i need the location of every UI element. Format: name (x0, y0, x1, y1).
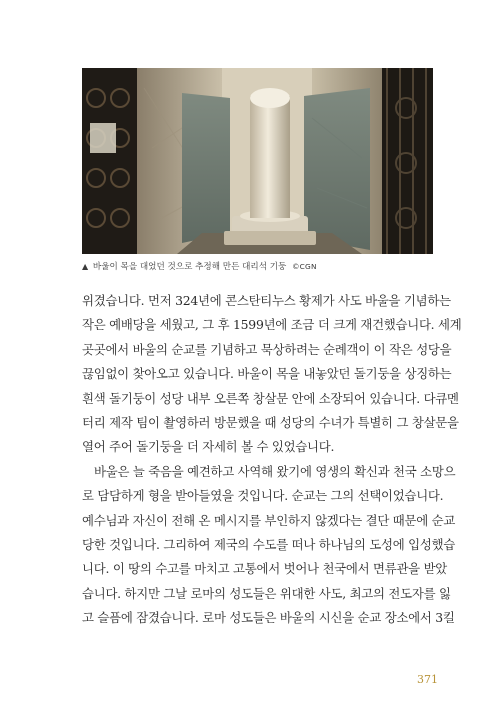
photo-credit: ©CGN (292, 262, 317, 271)
marble-pillar-illustration (82, 68, 433, 254)
marble-pillar-photo (82, 68, 433, 254)
caption-marker-icon: ▲ (82, 262, 89, 271)
text-line: 니다. 이 땅의 수고를 마치고 고통에서 벗어나 천국에서 면류관을 받았 (82, 561, 448, 577)
paragraph (82, 289, 462, 460)
text-line: 열어 주어 돌기둥을 더 자세히 볼 수 있었습니다. (82, 439, 335, 455)
figure-caption (82, 260, 442, 272)
text-line: 끊임없이 찾아오고 있습니다. 바울이 목을 내놓았던 돌기둥을 상징하는 (82, 366, 452, 382)
body-text (82, 289, 462, 630)
text-line: 터리 제작 팀이 촬영하러 방문했을 때 성당의 수녀가 특별히 그 창살문을 (82, 414, 459, 430)
text-line: 흰색 돌기둥이 성당 내부 오른쪽 창살문 안에 소장되어 있습니다. 다큐멘 (82, 390, 459, 406)
text-line: 위겼습니다. 먼저 324년에 콘스탄티누스 황제가 사도 바울을 기념하는 (82, 293, 451, 308)
text-line: 작은 예배당을 세웠고, 그 후 1599년에 조금 더 크게 재건했습니다. 세계 (82, 317, 462, 333)
caption-text: 바울이 목을 대었던 것으로 추정해 만든 대리석 기둥 (92, 262, 287, 272)
text-line: 습니다. 하지만 그날 로마의 성도들은 위대한 사도, 최고의 전도자를 잃 (82, 585, 451, 601)
text-line: 예수님과 자신이 전해 온 메시지를 부인하지 않겠다는 결단 때문에 순교 (82, 512, 456, 528)
text-line: 곳곳에서 바울의 순교를 기념하고 묵상하려는 순례객이 이 작은 성당을 (82, 341, 452, 357)
page-number: 371 (417, 673, 438, 686)
paragraph (82, 460, 456, 631)
text-line: 당한 것입니다. 그리하여 제국의 수도를 떠나 하나님의 도성에 입성했습 (82, 536, 456, 552)
text-line: 로 담담하게 형을 받아들였을 것입니다. 순교는 그의 선택이었습니다. (82, 488, 444, 504)
text-line: 바울은 늘 죽음을 예견하고 사역해 왔기에 영생의 확신과 천국 소망으 (94, 463, 456, 479)
text-line: 고 슬픔에 잠겼습니다. 로마 성도들은 바울의 시신을 순교 장소에서 3킬 (82, 610, 455, 626)
